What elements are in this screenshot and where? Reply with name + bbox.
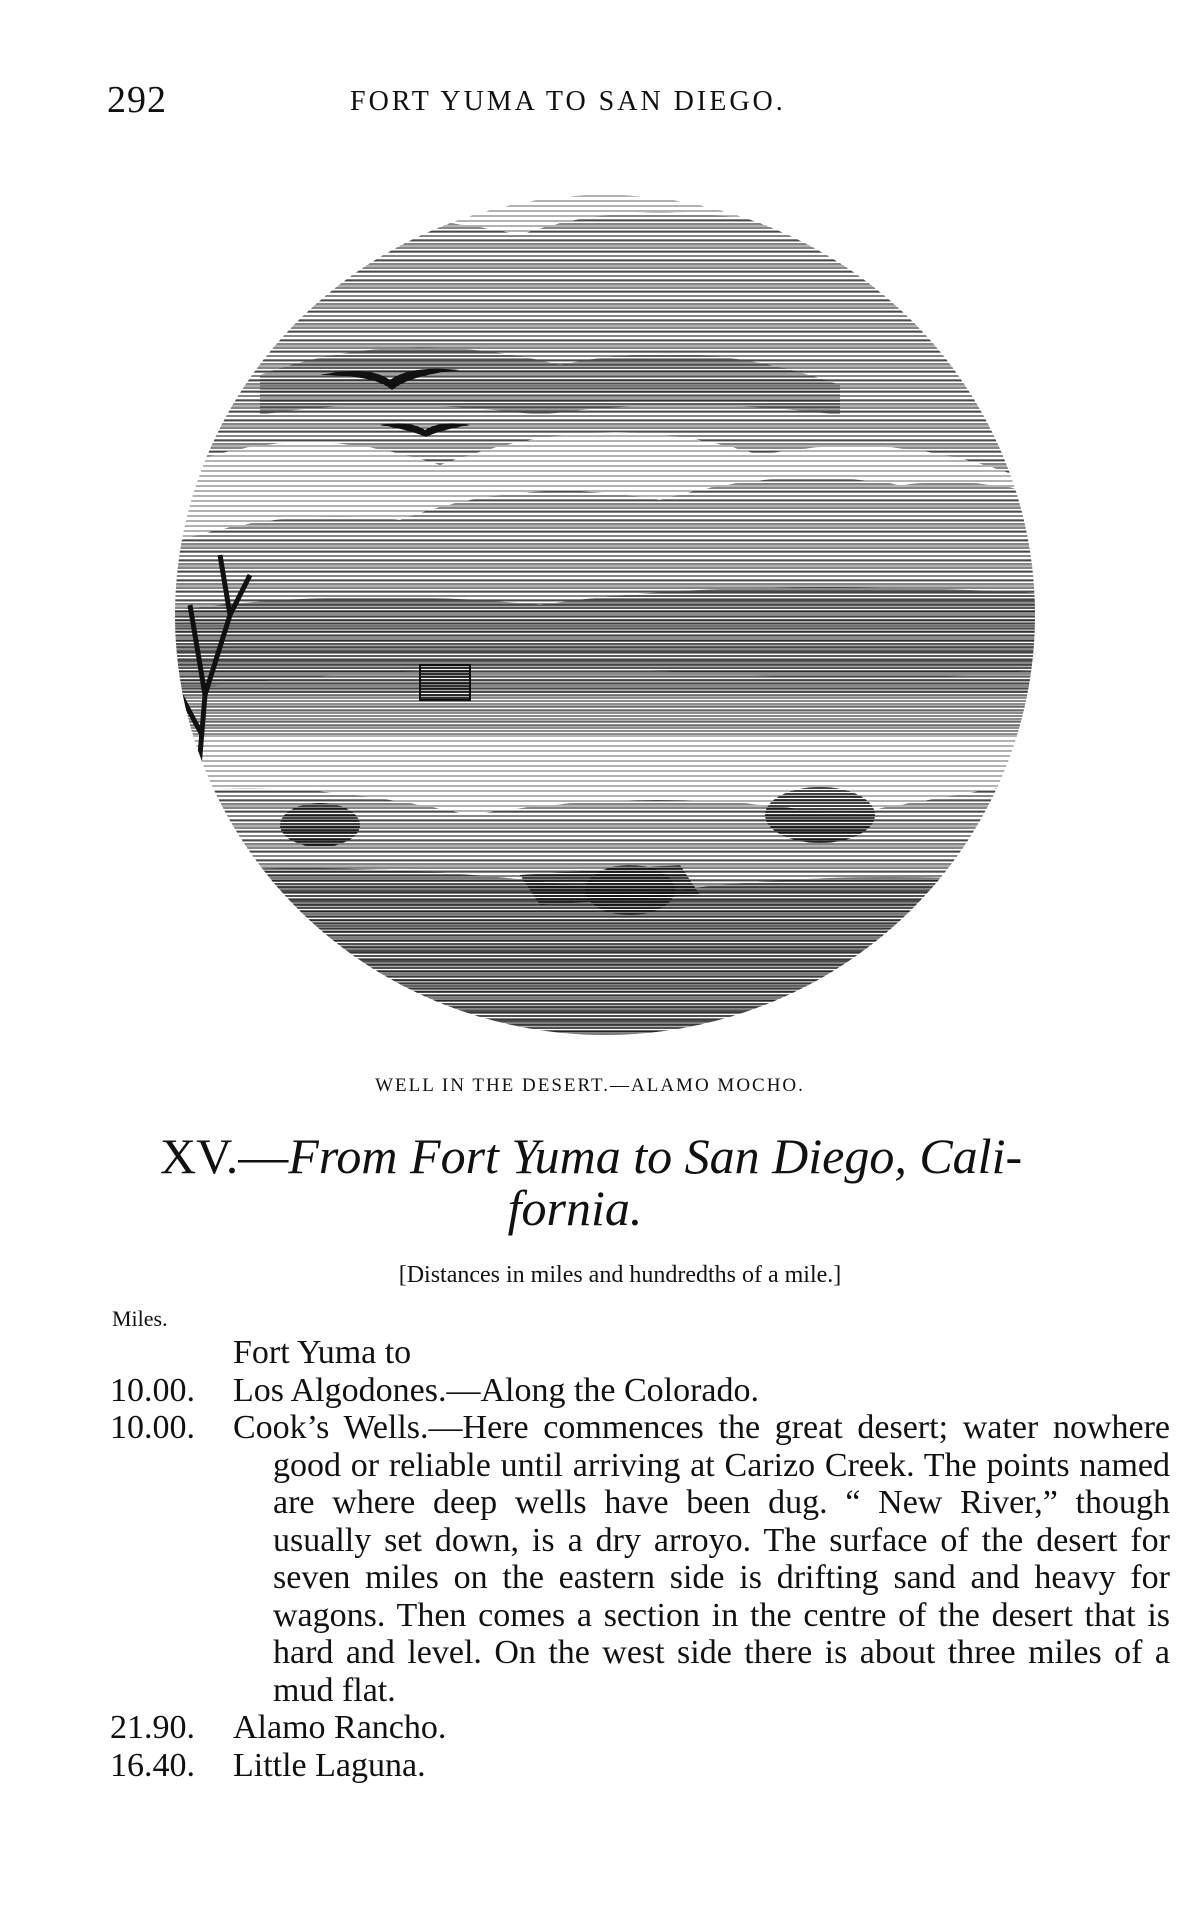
chapter-number: XV.— bbox=[160, 1128, 289, 1184]
entry-text: Alamo Rancho. bbox=[233, 1709, 447, 1746]
entry-text: Little Laguna. bbox=[233, 1746, 426, 1784]
itinerary-entry bbox=[0, 1409, 1180, 1709]
entry-text: Cook’s Wells.—Here commences the great desert; water nowhere good or reliable until arriving at Carizo Creek. The points named are where deep wells have been dug. “ New River,” though usually set down, is a dry arroyo. The surface of the desert for seven miles on the eastern side is drifting sand and heavy for wagons. Then comes a section in the centre of the desert that is hard and level. On the west side there is about three miles of a mud flat. bbox=[233, 1409, 1170, 1709]
itinerary-entry bbox=[0, 1372, 1180, 1410]
entry-distance: 21.90. bbox=[110, 1709, 195, 1746]
distance-note: [Distances in miles and hundredths of a mile.] bbox=[398, 1262, 842, 1288]
entry-distance: 10.00. bbox=[110, 1409, 195, 1446]
itinerary-entry bbox=[0, 1709, 1180, 1747]
chapter-heading bbox=[160, 1130, 1100, 1234]
miles-column-header: Miles. bbox=[112, 1306, 168, 1331]
desert-well-engraving bbox=[140, 175, 1070, 1055]
illustration-caption: WELL IN THE DESERT.—ALAMO MOCHO. bbox=[375, 1075, 805, 1096]
itinerary-entry bbox=[0, 1334, 1180, 1372]
entry-text: Los Algodones.—Along the Colorado. bbox=[233, 1371, 760, 1409]
entry-distance: 10.00. bbox=[110, 1371, 195, 1409]
entry-distance: 16.40. bbox=[110, 1746, 195, 1784]
page-number: 292 bbox=[107, 79, 167, 121]
entry-text: Fort Yuma to bbox=[233, 1334, 412, 1371]
itinerary-entry bbox=[0, 1747, 1180, 1785]
itinerary-list bbox=[0, 1334, 1180, 1784]
running-title: FORT YUMA TO SAN DIEGO. bbox=[350, 86, 786, 117]
chapter-title-line1: From Fort Yuma to San Diego, Cali- bbox=[288, 1128, 1023, 1184]
page-header bbox=[0, 78, 1180, 128]
chapter-title-line2: fornia. bbox=[507, 1180, 643, 1236]
